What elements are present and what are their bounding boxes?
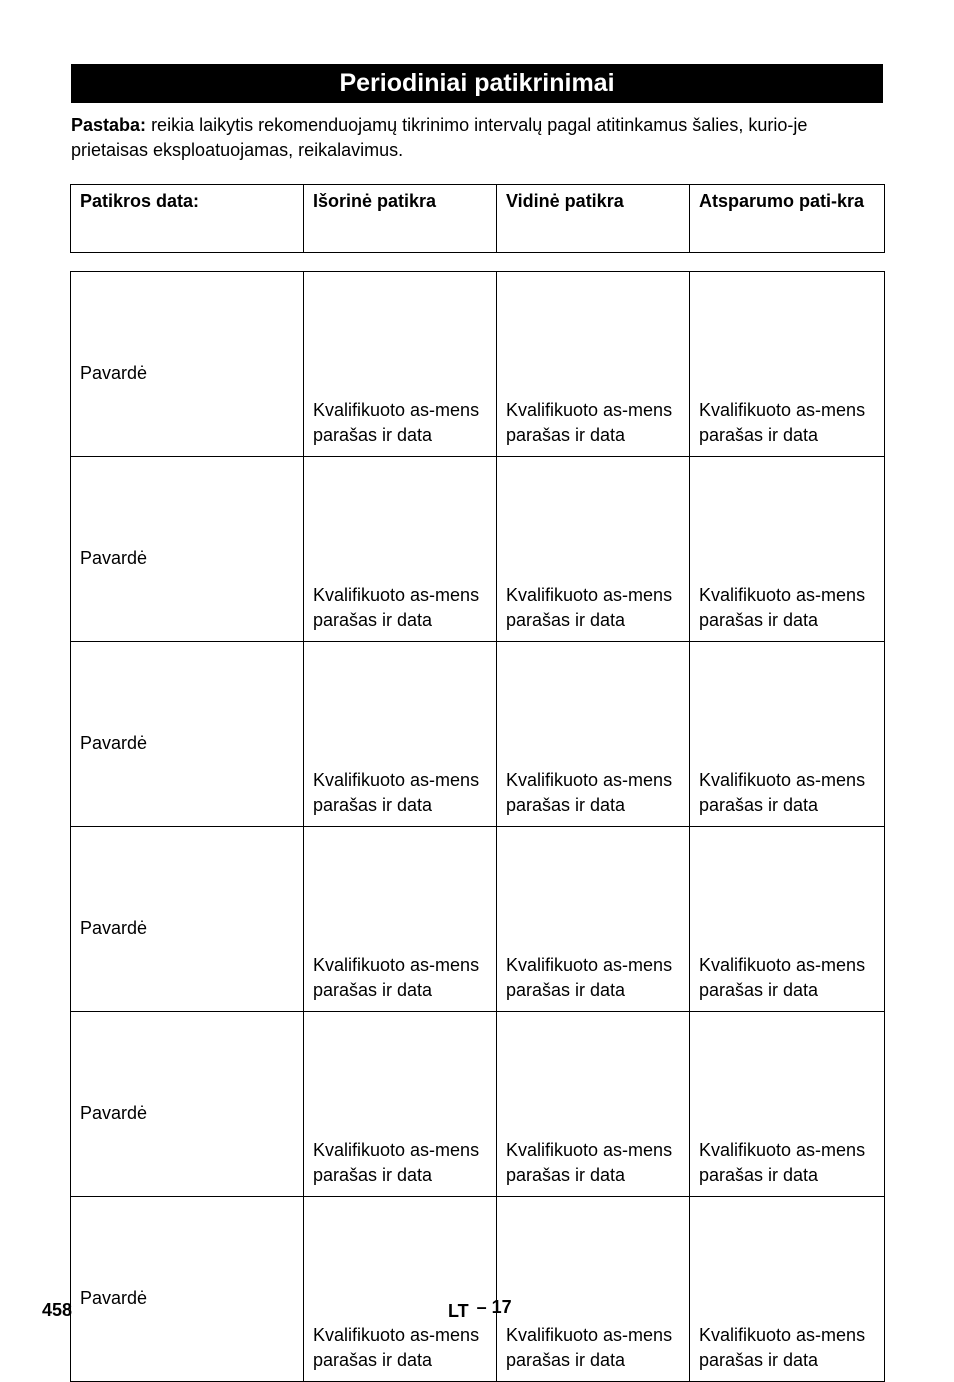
internal-signature-field: Kvalifikuoto as-mens parašas ir data [497,1012,690,1197]
table-row [71,642,885,827]
internal-signature-field: Kvalifikuoto as-mens parašas ir data [497,457,690,642]
external-signature-field: Kvalifikuoto as-mens parašas ir data [304,642,497,827]
header-inspection-date: Patikros data: [71,185,304,253]
note-paragraph [71,113,886,163]
page-footer [448,1297,512,1321]
table-row [71,827,885,1012]
header-strength-inspection: Atsparumo pati-kra [690,185,885,253]
strength-signature-field: Kvalifikuoto as-mens parašas ir data [690,827,885,1012]
header-row [71,185,885,253]
name-field: Pavardė [71,272,304,457]
name-field: Pavardė [71,827,304,1012]
table-row [71,457,885,642]
page-number: 458 [42,1300,73,1320]
section-page-number: – 17 [476,1297,512,1317]
table-row [71,1012,885,1197]
header-external-inspection: Išorinė patikra [304,185,497,253]
external-signature-field: Kvalifikuoto as-mens parašas ir data [304,457,497,642]
table-row [71,272,885,457]
page-title: Periodiniai patikrinimai [71,64,883,103]
name-field: Pavardė [71,457,304,642]
strength-signature-field: Kvalifikuoto as-mens parašas ir data [690,272,885,457]
strength-signature-field: Kvalifikuoto as-mens parašas ir data [690,642,885,827]
external-signature-field: Kvalifikuoto as-mens parašas ir data [304,272,497,457]
note-label: Pastaba: [71,115,147,135]
external-signature-field: Kvalifikuoto as-mens parašas ir data [304,1012,497,1197]
strength-signature-field: Kvalifikuoto as-mens parašas ir data [690,457,885,642]
inspection-header-table [70,184,885,253]
name-field: Pavardė [71,642,304,827]
strength-signature-field: Kvalifikuoto as-mens parašas ir data [690,1012,885,1197]
strength-signature-field: Kvalifikuoto as-mens parašas ir data [690,1197,885,1382]
internal-signature-field: Kvalifikuoto as-mens parašas ir data [497,272,690,457]
name-field: Pavardė [71,1197,304,1382]
name-field: Pavardė [71,1012,304,1197]
internal-signature-field: Kvalifikuoto as-mens parašas ir data [497,642,690,827]
signature-table [70,271,885,1382]
internal-signature-field: Kvalifikuoto as-mens parašas ir data [497,827,690,1012]
language-code: LT [448,1301,469,1321]
internal-signature-field: Kvalifikuoto as-mens parašas ir data [497,1197,690,1382]
header-internal-inspection: Vidinė patikra [497,185,690,253]
external-signature-field: Kvalifikuoto as-mens parašas ir data [304,1197,497,1382]
note-text: reikia laikytis rekomenduojamų tikrinimo intervalų pagal atitinkamus šalies, kurio-je prietaisas eksploatuojamas, reikalavimus. [71,115,808,160]
external-signature-field: Kvalifikuoto as-mens parašas ir data [304,827,497,1012]
